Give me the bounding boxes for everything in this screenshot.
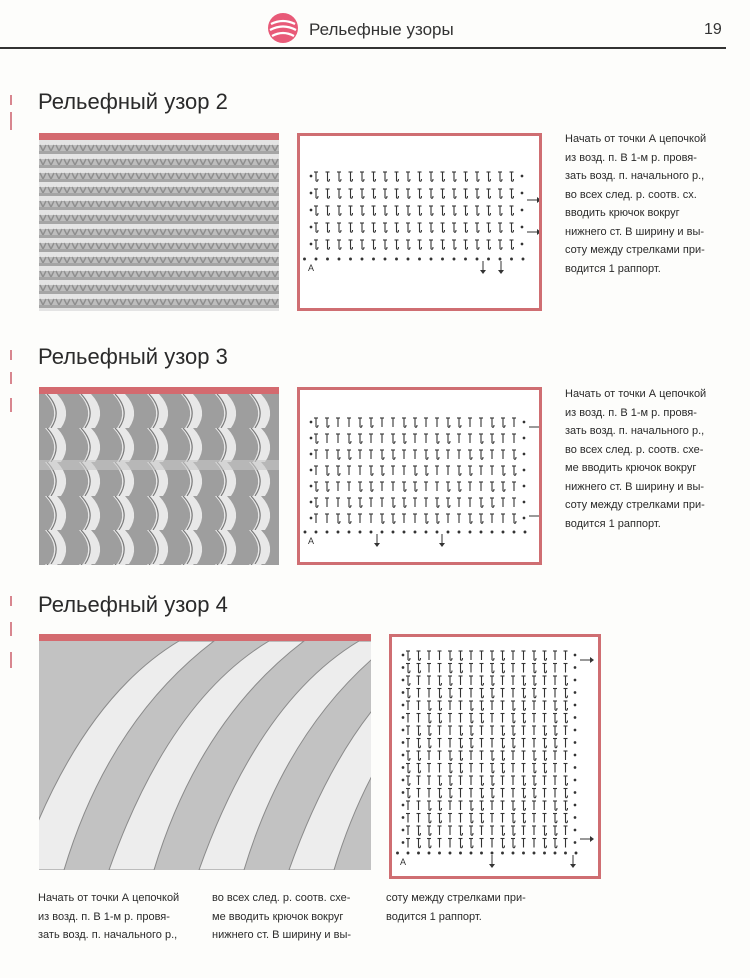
chain-dot <box>402 742 404 744</box>
chain-dot <box>523 469 525 471</box>
chain-dot <box>370 531 372 533</box>
chain-dot <box>402 729 404 731</box>
chain-dot <box>574 804 576 806</box>
chain-dot <box>480 531 482 533</box>
chain-dot <box>315 531 317 533</box>
pattern-4-photo <box>39 634 371 870</box>
pattern-2-title: Рельефный узор 2 <box>38 89 228 114</box>
chain-dot <box>326 531 328 533</box>
start-point-label: A <box>400 857 407 867</box>
yarn-logo-icon <box>265 12 301 44</box>
chain-dot <box>402 692 404 694</box>
chain-dot <box>402 754 404 756</box>
chain-dot <box>315 258 317 260</box>
page-number: 19 <box>704 21 722 38</box>
chain-dot <box>574 692 576 694</box>
chain-dot <box>310 192 312 194</box>
chain-dot <box>574 842 576 844</box>
chain-dot <box>521 192 523 194</box>
chain-dot <box>310 517 312 519</box>
header-rule <box>0 47 726 49</box>
chain-dot <box>402 779 404 781</box>
stitch-grid <box>304 172 524 260</box>
chain-dot <box>407 852 409 854</box>
chain-dot <box>348 531 350 533</box>
chain-dot <box>491 852 493 854</box>
arrow-down-icon <box>489 864 495 868</box>
chain-dot <box>574 767 576 769</box>
chain-dot <box>359 531 361 533</box>
margin-mark <box>10 398 12 412</box>
margin-mark <box>10 622 12 636</box>
chain-dot <box>521 243 523 245</box>
chain-dot <box>575 852 577 854</box>
chain-dot <box>574 742 576 744</box>
pattern-3-description: Начать от точки А цепочкой из возд. п. В 1-м р. провя- зать возд. п. начального р., во всех след. р. соотв. схе- ме вводить крючок вокруг нижнего ст. В ширину и вы- соту между стрелками при- водится 1 раппорт. <box>565 388 707 530</box>
chain-dot <box>523 421 525 423</box>
page-header <box>0 0 750 50</box>
arrow-right-icon <box>590 657 594 663</box>
chain-dot <box>397 852 399 854</box>
margin-mark <box>10 596 12 606</box>
chain-dot <box>574 829 576 831</box>
chain-dot <box>310 485 312 487</box>
chain-dot <box>414 531 416 533</box>
chain-dot <box>310 501 312 503</box>
chain-dot <box>310 226 312 228</box>
chain-dot <box>523 501 525 503</box>
chain-dot <box>502 531 504 533</box>
margin-mark <box>10 95 12 105</box>
chain-dot <box>304 531 306 533</box>
chain-dot <box>436 531 438 533</box>
chain-dot <box>310 175 312 177</box>
chain-dot <box>402 817 404 819</box>
chain-dot <box>337 531 339 533</box>
chain-dot <box>574 667 576 669</box>
pattern-3-chart <box>297 387 542 565</box>
chain-dot <box>511 258 513 260</box>
chain-dot <box>574 779 576 781</box>
pattern-4-description-col1: Начать от точки А цепочкой из возд. п. В 1-м р. провя- зать возд. п. начального р., <box>38 892 180 941</box>
chain-dot <box>402 804 404 806</box>
chain-dot <box>407 258 409 260</box>
chain-dot <box>491 531 493 533</box>
chain-dot <box>465 258 467 260</box>
chain-dot <box>470 852 472 854</box>
chain-dot <box>402 717 404 719</box>
stitch-grid <box>304 418 526 533</box>
margin-mark <box>10 652 12 668</box>
chain-dot <box>574 717 576 719</box>
chain-dot <box>481 852 483 854</box>
chain-dot <box>499 258 501 260</box>
pattern-4-title: Рельефный узор 4 <box>38 592 228 617</box>
pattern-4-description-col3: соту между стрелками при- водится 1 раппорт. <box>386 892 526 923</box>
arrow-right-icon <box>537 229 539 235</box>
chain-dot <box>458 531 460 533</box>
chain-dot <box>361 258 363 260</box>
chain-dot <box>469 531 471 533</box>
chain-dot <box>523 852 525 854</box>
chain-dot <box>350 258 352 260</box>
chain-dot <box>384 258 386 260</box>
chain-dot <box>402 704 404 706</box>
chain-dot <box>338 258 340 260</box>
chain-dot <box>521 226 523 228</box>
pattern-2-description: Начать от точки А цепочкой из возд. п. В 1-м р. провя- зать возд. п. начального р., во всех след. р. соотв. сх. вводить крючок вокруг нижнего ст. В ширину и вы- соту между стрелками при- водится 1 раппорт. <box>565 133 707 275</box>
pattern-4-description-col2: во всех след. р. соотв. схе- ме вводить крючок вокруг нижнего ст. В ширину и вы- <box>212 892 352 941</box>
chain-dot <box>403 531 405 533</box>
chain-dot <box>381 531 383 533</box>
chain-dot <box>523 517 525 519</box>
start-point-label: A <box>308 263 315 273</box>
chain-dot <box>544 852 546 854</box>
chain-dot <box>373 258 375 260</box>
chain-dot <box>574 704 576 706</box>
chain-dot <box>476 258 478 260</box>
stitch-grid <box>397 651 577 854</box>
pattern-2-photo <box>39 133 279 311</box>
chain-dot <box>574 754 576 756</box>
chain-dot <box>522 258 524 260</box>
margin-mark <box>10 350 12 360</box>
chain-dot <box>402 842 404 844</box>
start-point-label: A <box>308 536 315 546</box>
chain-dot <box>304 258 306 260</box>
pattern-3-title: Рельефный узор 3 <box>38 344 228 369</box>
chain-dot <box>392 531 394 533</box>
chain-dot <box>327 258 329 260</box>
chain-dot <box>439 852 441 854</box>
chain-dot <box>310 421 312 423</box>
chain-dot <box>402 679 404 681</box>
chain-dot <box>402 767 404 769</box>
chain-dot <box>513 531 515 533</box>
chain-dot <box>442 258 444 260</box>
arrow-down-icon <box>480 270 486 274</box>
pattern-3-photo <box>39 387 279 565</box>
chain-dot <box>402 792 404 794</box>
arrow-down-icon <box>374 543 380 547</box>
chain-dot <box>523 453 525 455</box>
chain-dot <box>402 667 404 669</box>
chain-dot <box>554 852 556 854</box>
chain-dot <box>488 258 490 260</box>
chain-dot <box>447 531 449 533</box>
arrow-right-icon <box>537 197 539 203</box>
chain-dot <box>523 485 525 487</box>
arrow-down-icon <box>439 543 445 547</box>
chain-dot <box>310 209 312 211</box>
section-title: Рельефные узоры <box>309 20 454 39</box>
chain-dot <box>502 852 504 854</box>
chain-dot <box>521 175 523 177</box>
chain-dot <box>418 852 420 854</box>
chain-dot <box>453 258 455 260</box>
chain-dot <box>512 852 514 854</box>
pattern-2-chart <box>297 133 542 311</box>
chain-dot <box>565 852 567 854</box>
chain-dot <box>310 243 312 245</box>
chain-dot <box>524 531 526 533</box>
chain-dot <box>310 469 312 471</box>
arrow-down-icon <box>570 864 576 868</box>
chain-dot <box>419 258 421 260</box>
chain-dot <box>449 852 451 854</box>
chain-dot <box>574 817 576 819</box>
chain-dot <box>310 453 312 455</box>
chain-dot <box>574 729 576 731</box>
chain-dot <box>310 437 312 439</box>
chain-dot <box>402 829 404 831</box>
arrow-down-icon <box>498 270 504 274</box>
chain-dot <box>428 852 430 854</box>
chain-dot <box>521 209 523 211</box>
pattern-4-chart <box>389 634 601 879</box>
arrow-right-icon <box>590 836 594 842</box>
chain-dot <box>460 852 462 854</box>
chain-dot <box>574 679 576 681</box>
chain-dot <box>402 654 404 656</box>
chain-dot <box>574 792 576 794</box>
chain-dot <box>430 258 432 260</box>
chain-dot <box>523 437 525 439</box>
chain-dot <box>574 654 576 656</box>
margin-mark <box>10 112 12 130</box>
margin-mark <box>10 372 12 384</box>
chain-dot <box>533 852 535 854</box>
chain-dot <box>396 258 398 260</box>
chain-dot <box>425 531 427 533</box>
